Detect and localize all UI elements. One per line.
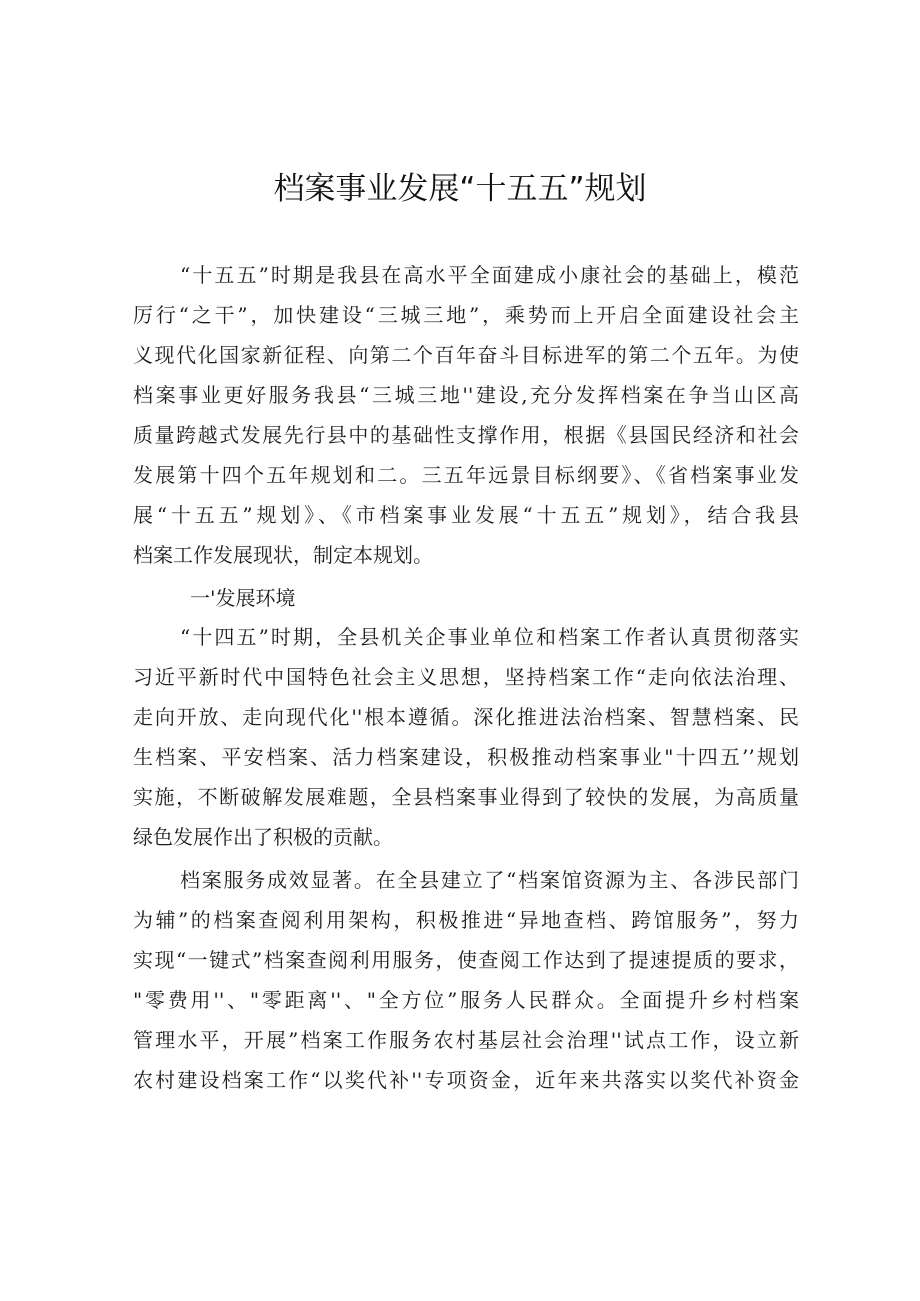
paragraph-line: 质量跨越式发展先行县中的基础性支撑作用，根据《县国民经济和社会 xyxy=(133,423,799,447)
paragraph-line: 实现“一键式”档案查阅利用服务，使查阅工作达到了提速提质的要求， xyxy=(133,948,799,972)
paragraph-line: "零费用''、"零距离''、"全方位”服务人民群众。全面提升乡村档案 xyxy=(133,988,799,1012)
paragraph-line: 发展第十四个五年规划和二。三五年远景目标纲要》、《省档案事业发 xyxy=(133,463,799,487)
paragraph-line: 义现代化国家新征程、向第二个百年奋斗目标进军的第二个五年。为使 xyxy=(133,343,799,367)
document-title: 档案事业发展“十五五”规划 xyxy=(273,171,647,207)
paragraph-line: 为辅”的档案查阅利用架构，积极推进“异地查档、跨馆服务”，努力 xyxy=(133,908,799,932)
paragraph-line: 实施，不断破解发展难题，全县档案事业得到了较快的发展，为高质量 xyxy=(133,785,799,809)
paragraph-line: 管理水平，开展”档案工作服务农村基层社会治理''试点工作，设立新 xyxy=(133,1028,799,1052)
section-heading: 一'发展环境 xyxy=(190,586,296,610)
paragraph-line: “十五五”时期是我县在高水平全面建成小康社会的基础上，模范 xyxy=(180,263,799,287)
paragraph-line: 走向开放、走向现代化''根本遵循。深化推进法治档案、智慧档案、民 xyxy=(133,705,799,729)
paragraph-line: 生档案、平安档案、活力档案建设，积极推动档案事业"十四五’’规划 xyxy=(133,745,799,769)
paragraph-line: 绿色发展作出了积极的贡献。 xyxy=(133,825,393,849)
paragraph-line: 厉行“之干”，加快建设“三城三地”，乘势而上开启全面建设社会主 xyxy=(133,303,799,327)
paragraph-line: 农村建设档案工作“以奖代补''专项资金，近年来共落实以奖代补资金 xyxy=(133,1068,799,1092)
paragraph-line: 档案工作发展现状，制定本规划。 xyxy=(133,543,433,567)
paragraph-line: 展“十五五”规划》、《市档案事业发展“十五五”规划》，结合我县 xyxy=(133,503,799,527)
paragraph-line: “十四五”时期，全县机关企事业单位和档案工作者认真贯彻落实 xyxy=(180,625,799,649)
paragraph-line: 档案事业更好服务我县“三城三地''建设,充分发挥档案在争当山区高 xyxy=(133,383,799,407)
paragraph-line: 习近平新时代中国特色社会主义思想，坚持档案工作“走向依法治理、 xyxy=(133,665,799,689)
paragraph-line: 档案服务成效显著。在全县建立了“档案馆资源为主、各涉民部门 xyxy=(180,868,799,892)
